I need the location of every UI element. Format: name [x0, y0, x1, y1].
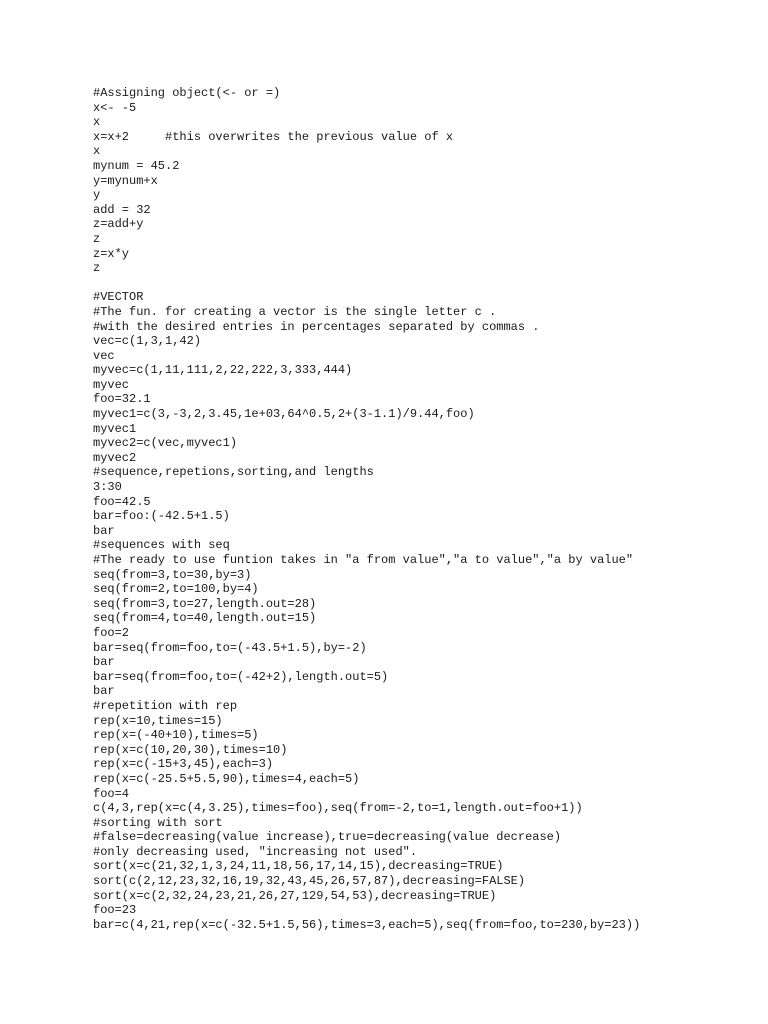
- code-line: #Assigning object(<- or =): [93, 86, 281, 100]
- code-line: foo=23: [93, 903, 137, 918]
- code-line: z=add+y: [93, 217, 144, 232]
- code-line: #sorting with sort: [93, 815, 223, 830]
- code-line: sort(c(2,12,23,32,16,19,32,43,45,26,57,87),decreasing=FALSE): [93, 874, 526, 889]
- code-line: rep(x=(-40+10),times=5): [93, 728, 259, 743]
- code-line: add = 32: [93, 202, 151, 217]
- code-line: vec=c(1,3,1,42): [93, 334, 202, 349]
- code-line: seq(from=3,to=30,by=3): [93, 567, 252, 582]
- code-line: bar: [93, 655, 115, 670]
- code-line: bar=seq(from=foo,to=(-42+2),length.out=5): [93, 669, 389, 684]
- code-line: myvec2: [93, 450, 137, 465]
- code-line: bar: [93, 523, 115, 538]
- code-line: x<- -5: [93, 100, 137, 115]
- code-line: myvec1: [93, 421, 137, 436]
- code-line: #sequences with seq: [93, 538, 230, 553]
- code-line: bar=foo:(-42.5+1.5): [93, 509, 230, 524]
- code-line: x=x+2 #this overwrites the previous value of x: [93, 129, 454, 144]
- code-line: rep(x=c(-15+3,45),each=3): [93, 757, 274, 772]
- blank-line: [93, 276, 763, 291]
- code-line: y: [93, 188, 101, 203]
- code-line: foo=4: [93, 786, 130, 801]
- code-line: myvec: [93, 377, 130, 392]
- code-line: #repetition with rep: [93, 698, 238, 713]
- code-listing: [93, 86, 763, 932]
- code-line: myvec=c(1,11,111,2,22,222,3,333,444): [93, 363, 353, 378]
- code-line: bar=c(4,21,rep(x=c(-32.5+1.5,56),times=3,each=5),seq(from=foo,to=230,by=23)): [93, 917, 641, 932]
- code-line: 3:30: [93, 480, 122, 495]
- code-line: #false=decreasing(value increase),true=decreasing(value decrease): [93, 830, 562, 845]
- code-line: vec: [93, 348, 115, 363]
- code-line: foo=32.1: [93, 392, 151, 407]
- code-line: y=mynum+x: [93, 173, 158, 188]
- code-line: bar=seq(from=foo,to=(-43.5+1.5),by=-2): [93, 640, 367, 655]
- code-line: x: [93, 144, 101, 159]
- code-line: c(4,3,rep(x=c(4,3.25),times=foo),seq(from=-2,to=1,length.out=foo+1)): [93, 801, 583, 816]
- code-line: #only decreasing used, "increasing not used".: [93, 844, 418, 859]
- code-line: seq(from=2,to=100,by=4): [93, 582, 259, 597]
- code-line: #sequence,repetions,sorting,and lengths: [93, 465, 374, 480]
- code-line: rep(x=10,times=15): [93, 713, 223, 728]
- code-line: z=x*y: [93, 246, 130, 261]
- code-line: foo=42.5: [93, 494, 151, 509]
- code-line: #with the desired entries in percentages separated by commas .: [93, 319, 540, 334]
- code-line: sort(x=c(2,32,24,23,21,26,27,129,54,53),decreasing=TRUE): [93, 888, 497, 903]
- code-line: bar: [93, 684, 115, 699]
- code-line: myvec2=c(vec,myvec1): [93, 436, 238, 451]
- code-line: z: [93, 231, 101, 246]
- code-line: rep(x=c(10,20,30),times=10): [93, 742, 288, 757]
- code-line: seq(from=3,to=27,length.out=28): [93, 596, 317, 611]
- code-line: sort(x=c(21,32,1,3,24,11,18,56,17,14,15),decreasing=TRUE): [93, 859, 504, 874]
- code-line: #The ready to use funtion takes in "a from value","a to value","a by value": [93, 553, 634, 567]
- code-line: #The fun. for creating a vector is the single letter c .: [93, 304, 497, 319]
- code-line: seq(from=4,to=40,length.out=15): [93, 611, 317, 626]
- code-line: mynum = 45.2: [93, 158, 180, 173]
- code-line: rep(x=c(-25.5+5.5,90),times=4,each=5): [93, 771, 360, 786]
- code-line: z: [93, 261, 101, 276]
- code-line: x: [93, 115, 101, 130]
- code-line: foo=2: [93, 625, 130, 640]
- code-line: myvec1=c(3,-3,2,3.45,1e+03,64^0.5,2+(3-1.1)/9.44,foo): [93, 407, 475, 422]
- code-line: #VECTOR: [93, 290, 144, 305]
